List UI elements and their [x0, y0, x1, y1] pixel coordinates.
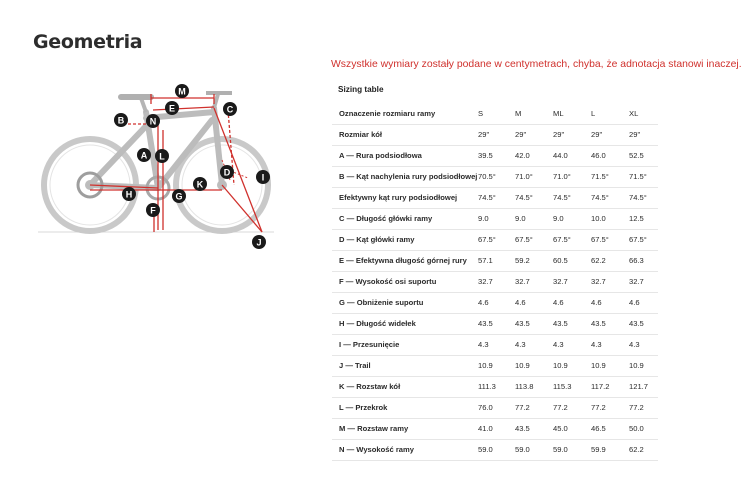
diagram-label-j [252, 235, 266, 249]
table-cell: 59.0 [515, 439, 553, 460]
table-cell: 115.3 [553, 376, 591, 397]
table-cell: 77.2 [629, 397, 658, 418]
table-cell: 113.8 [515, 376, 553, 397]
table-cell: 74.5° [629, 187, 658, 208]
table-cell: 74.5° [478, 187, 515, 208]
geometry-table [332, 104, 658, 461]
table-row [332, 145, 658, 166]
table-cell: 29" [553, 124, 591, 145]
table-cell: 71.5° [591, 166, 629, 187]
table-cell: 66.3 [629, 250, 658, 271]
table-cell: 57.1 [478, 250, 515, 271]
table-cell: 9.0 [478, 208, 515, 229]
table-cell: 121.7 [629, 376, 658, 397]
svg-text:H: H [125, 189, 133, 200]
svg-text:F: F [150, 205, 156, 216]
table-cell: 29" [629, 124, 658, 145]
table-cell: 76.0 [478, 397, 515, 418]
table-cell: 46.5 [591, 418, 629, 439]
table-cell: 9.0 [515, 208, 553, 229]
table-cell: 10.0 [591, 208, 629, 229]
header-size-xl: XL [629, 104, 658, 124]
table-cell: 10.9 [515, 355, 553, 376]
diagram-label-h [122, 187, 136, 201]
row-label: L — Przekrok [332, 397, 478, 418]
table-cell: 77.2 [553, 397, 591, 418]
table-row [332, 208, 658, 229]
table-row [332, 229, 658, 250]
table-cell: 43.5 [629, 313, 658, 334]
table-cell: 74.5° [515, 187, 553, 208]
table-cell: 10.9 [478, 355, 515, 376]
row-label: F — Wysokość osi suportu [332, 271, 478, 292]
svg-text:N: N [149, 116, 157, 127]
table-cell: 71.0° [553, 166, 591, 187]
table-row [332, 292, 658, 313]
svg-text:M: M [178, 86, 186, 97]
table-cell: 59.0 [553, 439, 591, 460]
table-body [332, 124, 658, 460]
svg-text:G: G [175, 191, 183, 202]
diagram-label-c [223, 102, 237, 116]
table-cell: 4.3 [591, 334, 629, 355]
diagram-label-d [220, 165, 234, 179]
table-row [332, 334, 658, 355]
table-cell: 71.0° [515, 166, 553, 187]
row-label: G — Obniżenie suportu [332, 292, 478, 313]
table-cell: 10.9 [553, 355, 591, 376]
table-cell: 59.2 [515, 250, 553, 271]
table-cell: 67.5° [515, 229, 553, 250]
table-cell: 32.7 [553, 271, 591, 292]
table-cell: 46.0 [591, 145, 629, 166]
table-cell: 9.0 [553, 208, 591, 229]
row-label: J — Trail [332, 355, 478, 376]
diagram-label-n [146, 114, 160, 128]
table-cell: 70.5° [478, 166, 515, 187]
diagram-label-f [146, 203, 160, 217]
page-title: Geometria [33, 31, 143, 53]
svg-text:D: D [223, 167, 231, 178]
diagram-label-l [155, 149, 169, 163]
diagram-label-g [172, 189, 186, 203]
row-label: Rozmiar kół [332, 124, 478, 145]
diagram-label-e [165, 101, 179, 115]
table-cell: 77.2 [591, 397, 629, 418]
row-label: H — Długość widełek [332, 313, 478, 334]
table-cell: 60.5 [553, 250, 591, 271]
row-label: A — Rura podsiodłowa [332, 145, 478, 166]
table-cell: 32.7 [515, 271, 553, 292]
svg-text:E: E [168, 103, 176, 114]
header-frame-size: Oznaczenie rozmiaru ramy [332, 104, 478, 124]
table-cell: 44.0 [553, 145, 591, 166]
row-label: E — Efektywna długość górnej rury [332, 250, 478, 271]
svg-text:K: K [196, 179, 204, 190]
table-row [332, 439, 658, 460]
table-cell: 67.5° [591, 229, 629, 250]
table-cell: 42.0 [515, 145, 553, 166]
table-cell: 45.0 [553, 418, 591, 439]
table-cell: 62.2 [629, 439, 658, 460]
table-cell: 43.5 [515, 418, 553, 439]
table-cell: 62.2 [591, 250, 629, 271]
table-cell: 74.5° [553, 187, 591, 208]
row-label: K — Rozstaw kół [332, 376, 478, 397]
table-cell: 41.0 [478, 418, 515, 439]
table-cell: 39.5 [478, 145, 515, 166]
table-header-row [332, 104, 658, 124]
table-cell: 4.3 [515, 334, 553, 355]
row-label: Efektywny kąt rury podsiodłowej [332, 187, 478, 208]
row-label: M — Rozstaw ramy [332, 418, 478, 439]
table-cell: 32.7 [591, 271, 629, 292]
table-cell: 59.0 [478, 439, 515, 460]
units-note: Wszystkie wymiary zostały podane w centymetrach, chyba, że adnotacja stanowi inaczej. [331, 59, 742, 70]
table-cell: 43.5 [515, 313, 553, 334]
table-cell: 10.9 [591, 355, 629, 376]
header-size-l: L [591, 104, 629, 124]
sizing-table-caption: Sizing table [338, 85, 384, 94]
table-cell: 32.7 [629, 271, 658, 292]
header-size-m: M [515, 104, 553, 124]
diagram-label-i [256, 170, 270, 184]
table-row [332, 187, 658, 208]
table-cell: 4.3 [629, 334, 658, 355]
svg-text:I: I [261, 172, 265, 183]
table-row [332, 166, 658, 187]
table-cell: 10.9 [629, 355, 658, 376]
table-row [332, 124, 658, 145]
table-cell: 32.7 [478, 271, 515, 292]
svg-text:A: A [140, 150, 148, 161]
diagram-label-k [193, 177, 207, 191]
table-cell: 4.6 [591, 292, 629, 313]
table-cell: 4.3 [478, 334, 515, 355]
table-cell: 77.2 [515, 397, 553, 418]
table-row [332, 271, 658, 292]
table-cell: 50.0 [629, 418, 658, 439]
table-cell: 67.5° [629, 229, 658, 250]
table-cell: 4.6 [553, 292, 591, 313]
header-size-ml: ML [553, 104, 591, 124]
table-row [332, 355, 658, 376]
row-label: I — Przesunięcie [332, 334, 478, 355]
table-cell: 52.5 [629, 145, 658, 166]
table-row [332, 418, 658, 439]
header-size-s: S [478, 104, 515, 124]
table-row [332, 376, 658, 397]
svg-text:C: C [226, 104, 234, 115]
table-cell: 71.5° [629, 166, 658, 187]
diagram-label-m [175, 84, 189, 98]
row-label: C — Długość główki ramy [332, 208, 478, 229]
table-row [332, 313, 658, 334]
row-label: D — Kąt główki ramy [332, 229, 478, 250]
table-cell: 74.5° [591, 187, 629, 208]
table-cell: 59.9 [591, 439, 629, 460]
table-cell: 111.3 [478, 376, 515, 397]
row-label: B — Kąt nachylenia rury podsiodłowej [332, 166, 478, 187]
svg-text:J: J [256, 237, 262, 248]
table-cell: 29" [478, 124, 515, 145]
table-cell: 12.5 [629, 208, 658, 229]
table-row [332, 397, 658, 418]
table-cell: 4.3 [553, 334, 591, 355]
row-label: N — Wysokość ramy [332, 439, 478, 460]
table-cell: 29" [515, 124, 553, 145]
table-cell: 43.5 [478, 313, 515, 334]
bike-geometry-diagram [38, 80, 280, 260]
svg-text:L: L [159, 151, 165, 162]
bike-illustration [38, 80, 280, 260]
table-row [332, 250, 658, 271]
table-cell: 117.2 [591, 376, 629, 397]
svg-text:B: B [117, 115, 125, 126]
table-cell: 4.6 [478, 292, 515, 313]
diagram-label-b [114, 113, 128, 127]
table-cell: 29" [591, 124, 629, 145]
table-cell: 4.6 [629, 292, 658, 313]
table-cell: 43.5 [591, 313, 629, 334]
table-cell: 43.5 [553, 313, 591, 334]
table-cell: 67.5° [478, 229, 515, 250]
table-cell: 67.5° [553, 229, 591, 250]
table-cell: 4.6 [515, 292, 553, 313]
diagram-label-a [137, 148, 151, 162]
